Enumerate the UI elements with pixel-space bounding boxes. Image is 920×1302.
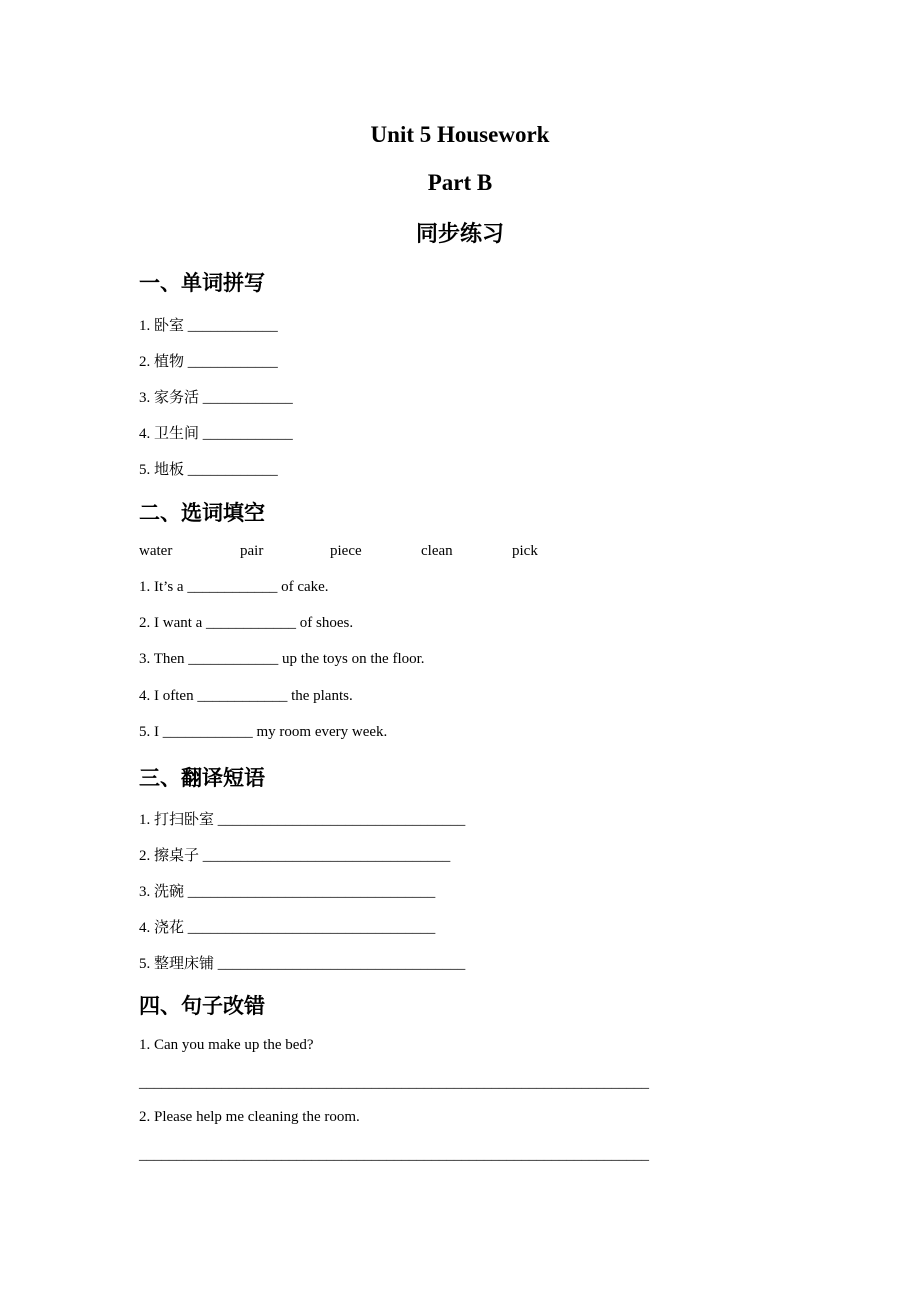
section-2-title: 二、选词填空 [139,501,265,525]
section-3-title: 三、翻译短语 [139,766,265,790]
word-bank-item: piece [330,543,362,559]
list-item: 4. I often ____________ the plants. [139,688,353,704]
document-subtitle: Part B [427,170,493,195]
word-bank-item: pair [240,543,264,559]
list-item: 3. 洗碗 _________________________________ [139,884,436,900]
word-bank-item: pick [512,543,538,559]
answer-line: ____________________________________________________________________ [139,1147,649,1163]
list-item: 3. Then ____________ up the toys on the floor. [139,651,425,667]
list-item: 2. 擦桌子 _________________________________ [139,848,451,864]
document-heading: 同步练习 [415,222,504,247]
section-1-title: 一、单词拼写 [139,271,265,295]
list-item: 5. 整理床铺 _________________________________ [139,956,466,972]
list-item: 4. 浇花 _________________________________ [139,920,436,936]
list-item: 5. 地板 ____________ [139,462,278,478]
list-item: 2. 植物 ____________ [139,354,278,370]
list-item: 2. I want a ____________ of shoes. [139,615,354,631]
list-item: 1. 卧室 ____________ [139,318,278,334]
list-item: 2. Please help me cleaning the room. [139,1109,360,1125]
list-item: 1. 打扫卧室 _________________________________ [139,812,466,828]
list-item: 3. 家务活 ____________ [139,390,293,406]
list-item: 4. 卫生间 ____________ [139,426,293,442]
document-title: Unit 5 Housework [370,122,550,147]
list-item: 1. Can you make up the bed? [139,1037,314,1053]
answer-line: ____________________________________________________________________ [139,1075,649,1091]
word-bank-item: water [139,543,173,559]
word-bank-item: clean [421,543,453,559]
list-item: 5. I ____________ my room every week. [139,724,388,740]
section-4-title: 四、句子改错 [139,994,265,1018]
list-item: 1. It’s a ____________ of cake. [139,579,329,595]
